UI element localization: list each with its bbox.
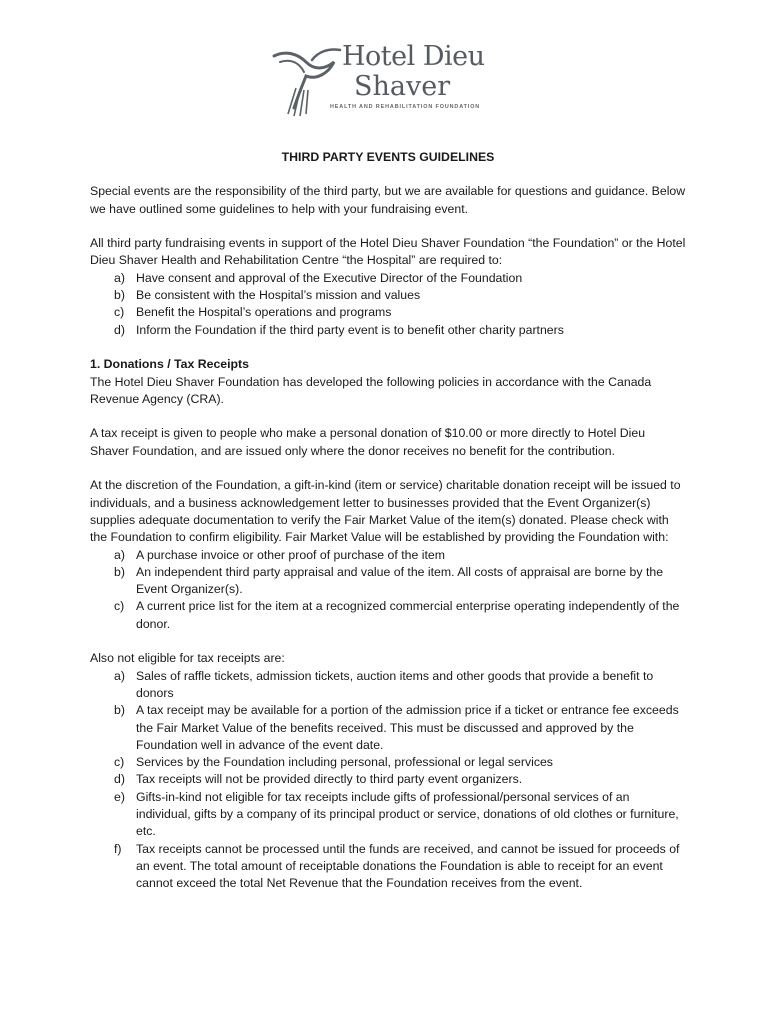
logo-line-2: Shaver — [354, 71, 451, 102]
fair-market-value-list — [90, 547, 686, 633]
list-marker: c) — [114, 599, 125, 614]
list-item-text: Inform the Foundation if the third party event is to benefit other charity partners — [136, 322, 564, 337]
list-item — [90, 287, 686, 304]
list-item-text: An independent third party appraisal and value of the item. All costs of appraisal are borne by the Event Organizer(s). — [136, 564, 664, 597]
intro-paragraph: Special events are the responsibility of the third party, but we are available for questions and guidance. Below we have outlined some guidelines to help with your fundraising event. — [90, 184, 686, 216]
list-marker: a) — [114, 547, 125, 562]
list-item-text: Benefit the Hospital’s operations and programs — [136, 305, 392, 320]
list-item-text: Be consistent with the Hospital’s mission and values — [136, 288, 421, 303]
logo-line-1: Hotel Dieu — [342, 41, 485, 72]
section-1-paragraph-2: A tax receipt is given to people who make a personal donation of $10.00 or more directly to Hotel Dieu Shaver Foundation, and are issued only where the donor receives no benefit for the contribution. — [90, 426, 646, 458]
list-item — [90, 841, 686, 893]
list-item-text: Tax receipts will not be provided directly to third party event organizers. — [136, 772, 523, 787]
requirements-list — [90, 270, 686, 339]
list-item-text: Tax receipts cannot be processed until the funds are received, and cannot be issued for proceeds of an event. The total amount of receiptable donations the Foundation is able to receipt for an event cannot exceed the total Net Revenue that the Foundation receives from the event. — [136, 841, 680, 891]
list-item-text: A purchase invoice or other proof of purchase of the item — [136, 547, 445, 562]
document-title: THIRD PARTY EVENTS GUIDELINES — [281, 150, 495, 164]
section-1-paragraph-1: The Hotel Dieu Shaver Foundation has developed the following policies in accordance with the Canada Revenue Agency (CRA). — [90, 374, 652, 406]
list-item — [90, 789, 686, 841]
list-marker: e) — [114, 789, 125, 804]
list-item — [90, 771, 686, 788]
list-item-text: Have consent and approval of the Executive Director of the Foundation — [136, 270, 523, 285]
list-marker: f) — [114, 841, 122, 856]
requirements-lead: All third party fundraising events in support of the Hotel Dieu Shaver Foundation “the Foundation” or the Hotel Dieu Shaver Health and Rehabilitation Centre “the Hospital” are required to: — [90, 236, 686, 268]
list-item — [90, 304, 686, 321]
list-item-text: A tax receipt may be available for a portion of the admission price if a ticket or entrance fee exceeds the Fair Market Value of the benefits received. This must be discussed and approved by the Foundation well in advance of the event date. — [136, 703, 679, 752]
list-item — [90, 564, 686, 599]
list-marker: a) — [114, 668, 125, 683]
section-1-paragraph-3: At the discretion of the Foundation, a gift-in-kind (item or service) charitable donation receipt will be issued to individuals, and a business acknowledgement letter to businesses provided that the Event Organizer(s) supplies adequate documentation to verify the Fair Market Value of the item(s) donated. Please check with the Foundation to confirm eligibility. Fair Market Value will be established by providing the Foundation with: — [90, 478, 681, 545]
list-marker: b) — [114, 564, 125, 579]
list-item-text: Gifts-in-kind not eligible for tax receipts include gifts of professional/personal services of an individual, gifts by a company of its principal product or service, donations of old clothes or furniture, etc. — [136, 789, 679, 839]
list-marker: a) — [114, 270, 125, 285]
list-marker: c) — [114, 755, 125, 770]
section-1-heading: 1. Donations / Tax Receipts — [90, 357, 249, 372]
list-item — [90, 668, 686, 703]
logo-subtitle: HEALTH AND REHABILITATION FOUNDATION — [330, 104, 481, 110]
list-item — [90, 598, 686, 633]
list-marker: d) — [114, 772, 125, 787]
logo-wordmark — [342, 42, 502, 102]
document-body — [90, 149, 686, 892]
list-marker: c) — [114, 305, 125, 320]
list-item-text: Services by the Foundation including personal, professional or legal services — [136, 755, 553, 770]
list-marker: b) — [114, 288, 125, 303]
list-marker: d) — [114, 322, 125, 337]
list-item — [90, 754, 686, 771]
list-item-text: Sales of raffle tickets, admission tickets, auction items and other goods that provide a benefit to donors — [136, 668, 654, 700]
list-item — [90, 322, 686, 339]
list-item — [90, 702, 686, 754]
not-eligible-list — [90, 668, 686, 893]
list-item — [90, 270, 686, 287]
foundation-logo — [272, 40, 502, 120]
list-item — [90, 547, 686, 564]
list-marker: b) — [114, 703, 125, 718]
list-item-text: A current price list for the item at a recognized commercial enterprise operating independently of the donor. — [136, 599, 680, 631]
not-eligible-lead: Also not eligible for tax receipts are: — [90, 651, 285, 666]
